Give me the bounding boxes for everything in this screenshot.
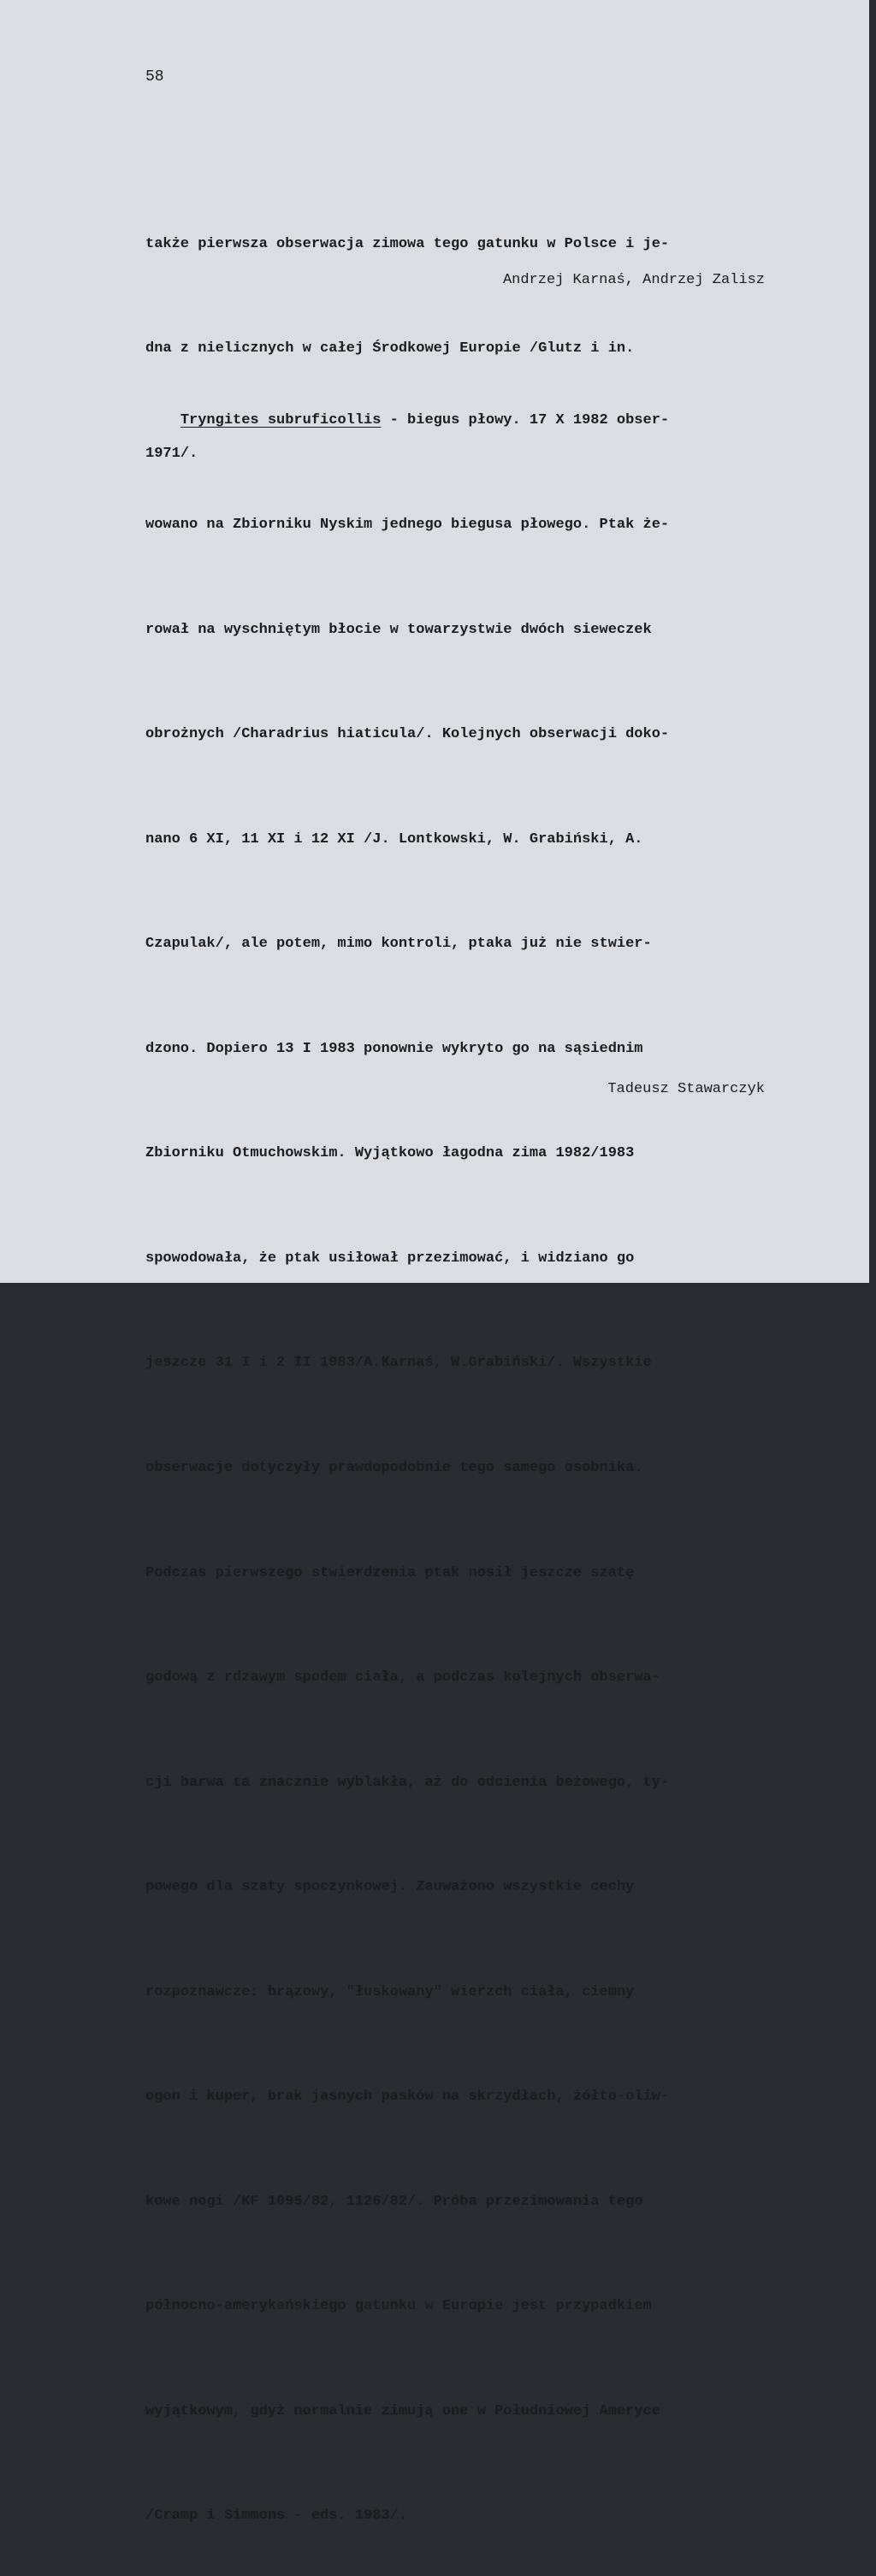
text-line: cji barwa ta znacznie wyblakła, aż do odcienia beżowego, ty-	[145, 1774, 670, 1791]
text-line: Zbiorniku Otmuchowskim. Wyjątkowo łagodna zima 1982/1983	[145, 1145, 635, 1162]
text-line: Podczas pierwszego stwierdzenia ptak nosił jeszcze szatę	[145, 1564, 635, 1581]
species-name: Tryngites subruficollis	[180, 411, 382, 428]
text-line: powego dla szaty spoczynkowej. Zauważono wszystkie cechy	[145, 1879, 635, 1896]
text-line-rest: - biegus płowy. 17 X 1982 obser-	[381, 411, 670, 428]
text-line: wyjątkowym, gdyż normalnie zimują one w Południowej Ameryce	[145, 2402, 660, 2419]
text-line: obserwacje dotyczyły prawdopodobnie tego samego osobnika.	[145, 1460, 643, 1476]
text-line: rował na wyschniętym błocie w towarzystwie dwóch sieweczek	[145, 621, 652, 638]
text-line: Czapulak/, ale potem, mimo kontroli, ptaka już nie stwier-	[145, 936, 652, 953]
text-line: godową z rdzawym spodem ciała, a podczas kolejnych obserwa-	[145, 1669, 660, 1687]
text-line: wowano na Zbiorniku Nyskim jednego biegusa płowego. Ptak że-	[145, 517, 670, 534]
text-line: ogon i kuper, brak jasnych pasków na skrzydłach, żółto-oliw-	[145, 2089, 670, 2106]
text-line: spowodowała, że ptak usiłował przezimować, i widziano go	[145, 1250, 635, 1267]
text-line: także pierwsza obserwacja zimowa tego gatunku w Polsce i je-	[145, 235, 670, 252]
text-line: północno-amerykańskiego gatunku w Europie jest przypadkiem	[145, 2298, 652, 2315]
text-line: /Cramp i Simmons - eds. 1983/.	[145, 2508, 408, 2525]
author-signature-1: Andrzej Karnaś, Andrzej Zalisz	[502, 272, 765, 288]
text-line: nano 6 XI, 11 XI i 12 XI /J. Lontkowski, W. Grabiński, A.	[145, 830, 643, 848]
text-line: dzono. Dopiero 13 I 1983 ponownie wykryto go na sąsiednim	[145, 1040, 643, 1057]
text-line: 1971/.	[145, 445, 198, 462]
text-line: dna z nielicznych w całej Środkowej Europie /Glutz i in.	[145, 340, 635, 357]
page-number: 58	[145, 68, 164, 86]
text-line-first	[145, 404, 778, 439]
text-line: kowe nogi /KF 1095/82, 1126/82/. Próba przezimowania tego	[145, 2193, 643, 2210]
text-line: obrożnych /Charadrius hiaticula/. Kolejnych obserwacji doko-	[145, 726, 670, 743]
author-signature-2: Tadeusz Stawarczyk	[607, 1081, 765, 1097]
text-line: jeszcze 31 I i 2 II 1983/A.Karnaś, W.Grabiński/. Wszystkie	[145, 1355, 652, 1372]
species-note-paragraph	[145, 334, 778, 2576]
text-line: rozpoznawcze: brązowy, "łuskowany" wierzch ciała, ciemny	[145, 1983, 635, 2000]
